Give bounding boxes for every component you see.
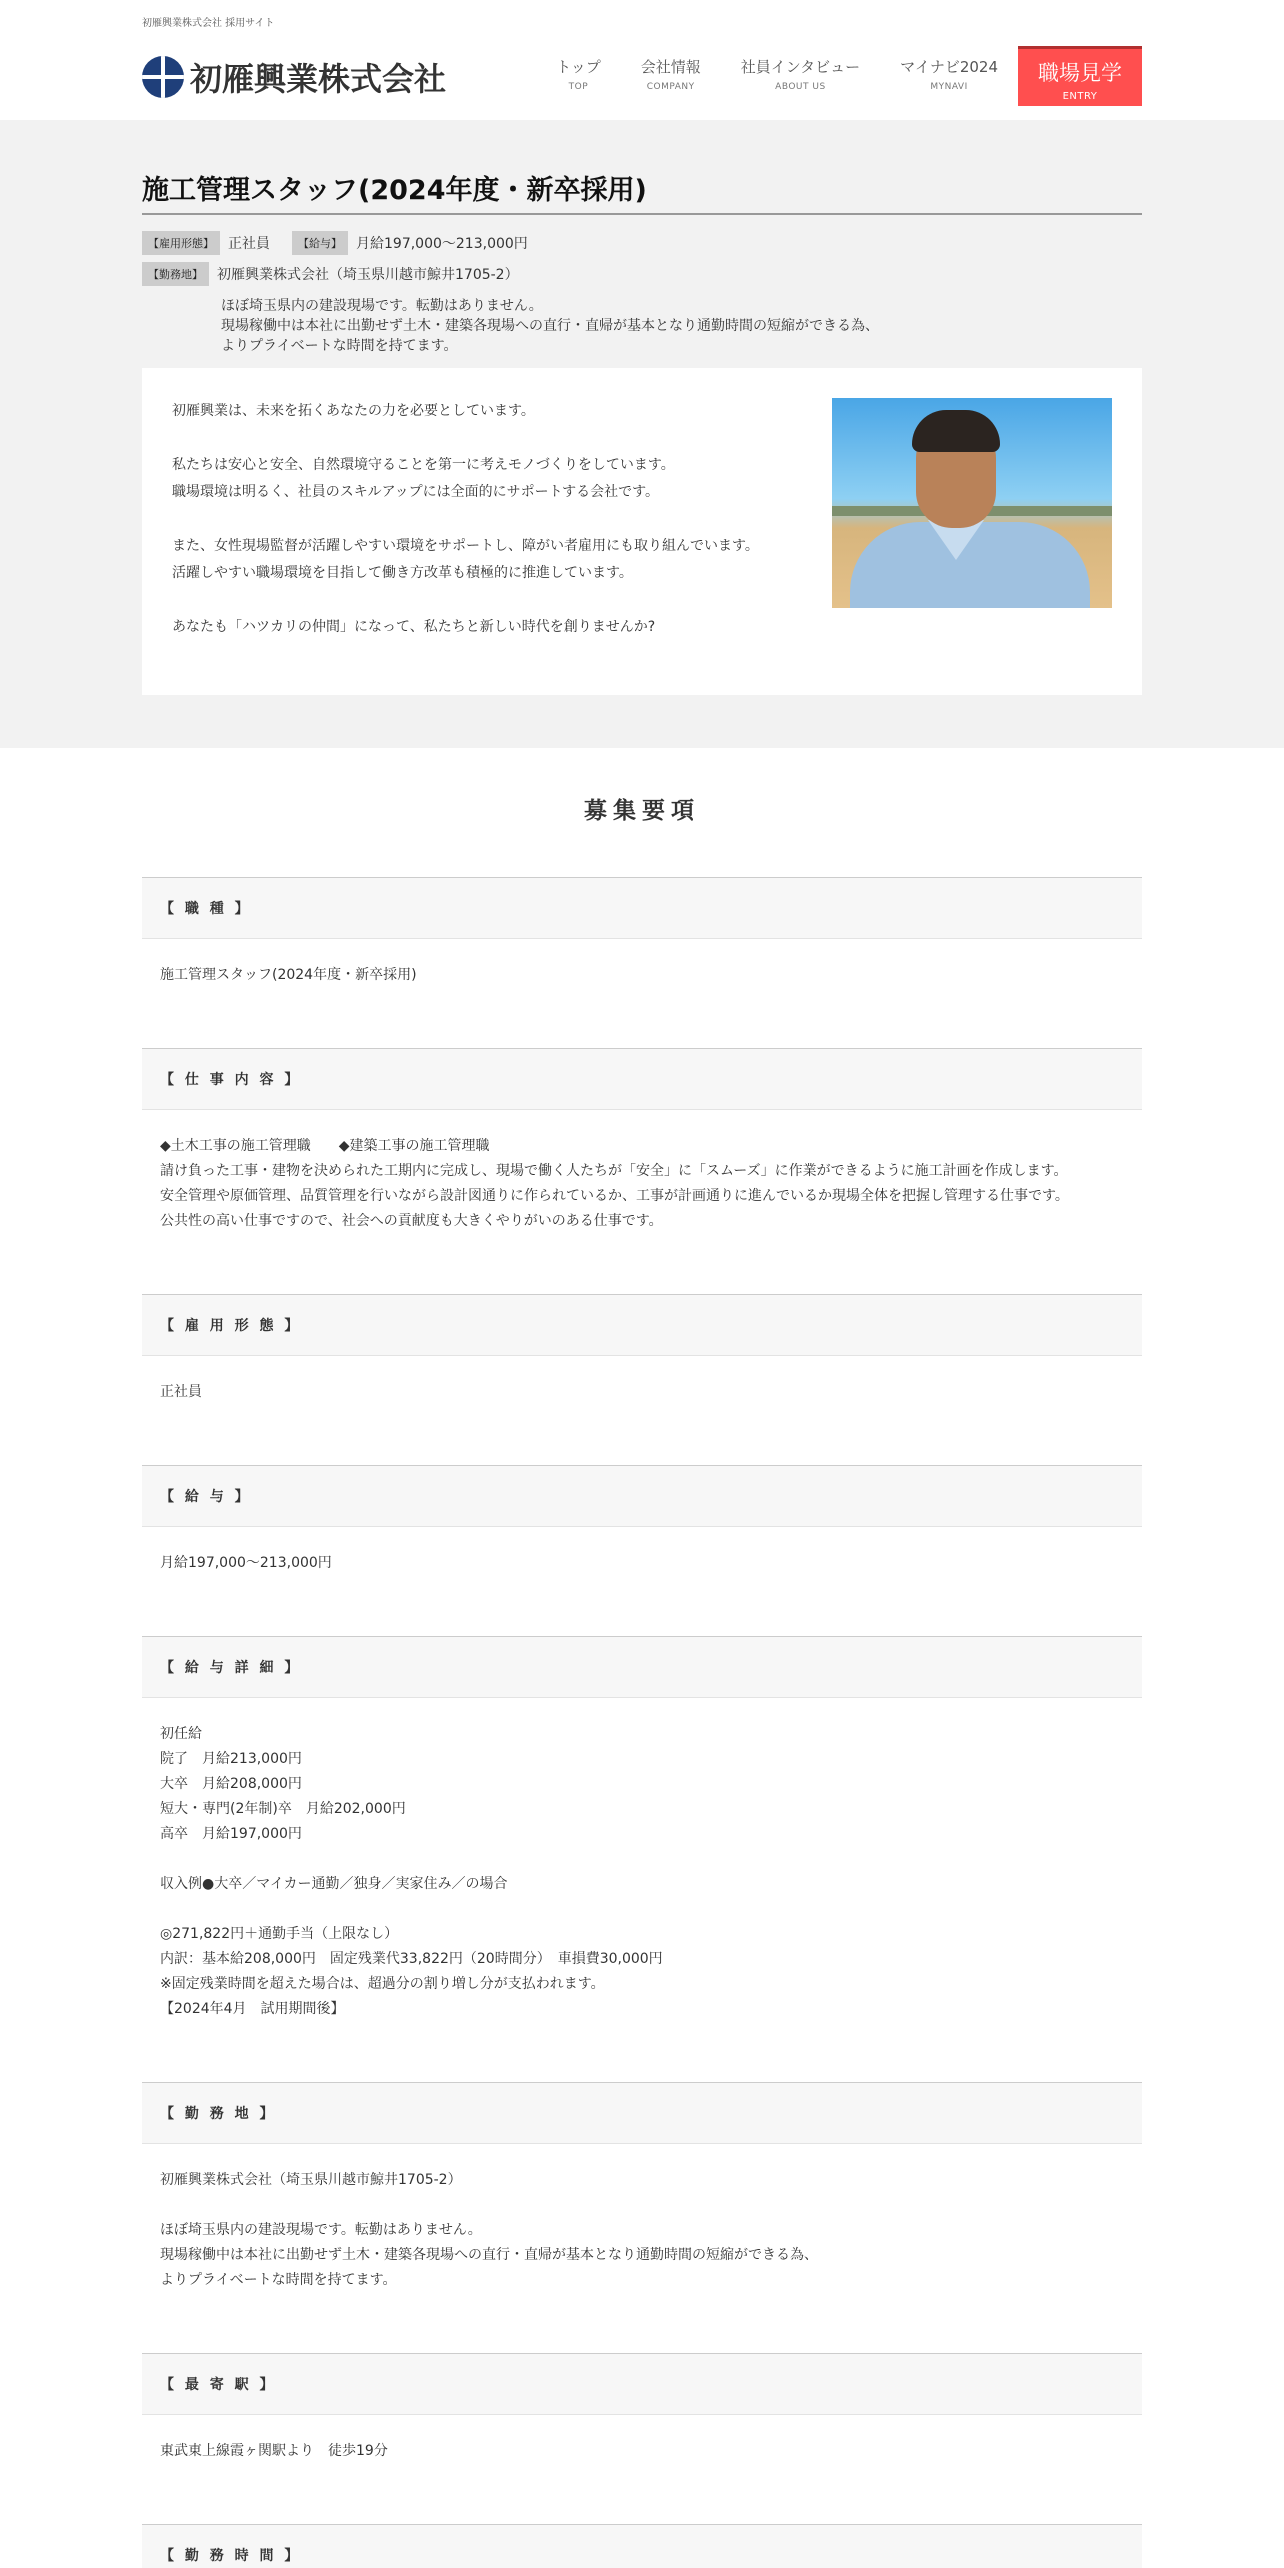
section-line: 【2024年4月 試用期間後】 [160, 2001, 345, 2017]
nav-sub-label: COMPANY [646, 82, 695, 92]
section-line: 内訳：基本給208,000円 固定残業代33,822円（20時間分） 車損費30,000円 [160, 1951, 663, 1967]
section-body [142, 2415, 1142, 2464]
section-line: 施工管理スタッフ(2024年度・新卒採用) [160, 967, 417, 983]
location-note-line: よりプライベートな時間を持てます。 [221, 338, 458, 354]
section-line: ほぼ埼玉県内の建設現場です。転勤はありません。 [160, 2222, 482, 2238]
section-line: 短大・専門(2年制)卒 月給202,000円 [160, 1801, 406, 1817]
logo-text: 初雁興業株式会社 [190, 60, 447, 98]
salary-value: 月給197,000～213,000円 [356, 236, 528, 252]
location-note [221, 296, 1142, 356]
intro-line: 初雁興業は、未来を拓くあなたの力を必要としています。 [172, 403, 535, 419]
staff-photo [832, 398, 1112, 608]
intro-line: 職場環境は明るく、社員のスキルアップには全面的にサポートする会社です。 [172, 484, 660, 500]
salary-tag: 【給与】 [292, 231, 348, 255]
entry-button[interactable] [1018, 46, 1142, 106]
section-label: 【 給 与 詳 細 】 [142, 1636, 1142, 1698]
section-line: 初任給 [160, 1726, 202, 1742]
section-line: ◎271,822円＋通勤手当（上限なし） [160, 1926, 399, 1942]
job-intro-section [0, 120, 1284, 748]
section-body [142, 1356, 1142, 1405]
req-job-type [142, 877, 1142, 988]
section-line: よりプライベートな時間を持てます。 [160, 2272, 397, 2288]
section-body [142, 1698, 1142, 2022]
intro-message [172, 398, 832, 641]
section-line: 高卒 月給197,000円 [160, 1826, 302, 1842]
section-body [142, 2144, 1142, 2293]
logo-mark-icon [142, 56, 184, 98]
employment-value: 正社員 [228, 236, 270, 252]
req-job-description [142, 1048, 1142, 1234]
section-label: 【 職 種 】 [142, 877, 1142, 939]
section-line: 初雁興業株式会社（埼玉県川越市鯨井1705-2） [160, 2172, 462, 2188]
location-value: 初雁興業株式会社（埼玉県川越市鯨井1705-2） [217, 267, 519, 283]
job-location-row [142, 262, 1142, 286]
section-line: 院了 月給213,000円 [160, 1751, 302, 1767]
intro-line: 活躍しやすい職場環境を目指して働き方改革も積極的に推進しています。 [172, 565, 633, 581]
section-label: 【 最 寄 駅 】 [142, 2353, 1142, 2415]
intro-line: 私たちは安心と安全、自然環境守ることを第一に考えモノづくりをしています。 [172, 457, 675, 473]
section-line [160, 1897, 1124, 1922]
intro-paragraph [172, 533, 832, 587]
requirements-heading: 募集要項 [584, 798, 700, 824]
req-salary [142, 1465, 1142, 1576]
section-label: 【 勤 務 地 】 [142, 2082, 1142, 2144]
intro-paragraph [172, 452, 832, 506]
intro-line: あなたも「ハツカリの仲間」になって、私たちと新しい時代を創りませんか? [172, 619, 656, 635]
logo[interactable] [142, 54, 446, 100]
location-tag: 【勤務地】 [142, 262, 209, 286]
employment-tag: 【雇用形態】 [142, 231, 220, 255]
section-line: 請け負った工事・建物を決められた工期内に完成し、現場で働く人たちが「安全」に「スムーズ」に作業ができるように施工計画を作成します。 [160, 1163, 1068, 1179]
section-label: 【 雇 用 形 態 】 [142, 1294, 1142, 1356]
nav-top[interactable] [556, 46, 601, 92]
location-note-line: ほぼ埼玉県内の建設現場です。転勤はありません。 [221, 298, 543, 314]
job-meta-row [142, 231, 1142, 255]
nav-about-us[interactable] [741, 46, 860, 92]
nav-sub-label: TOP [568, 82, 589, 92]
section-line: 正社員 [160, 1384, 202, 1400]
req-employment-type [142, 1294, 1142, 1405]
section-line: 大卒 月給208,000円 [160, 1776, 302, 1792]
section-body [142, 1527, 1142, 1576]
nav-label: 会社情報 [640, 58, 701, 76]
section-line: 現場稼働中は本社に出勤せず土木・建築各現場への直行・直帰が基本となり通勤時間の短縮ができる為、 [160, 2247, 818, 2263]
section-label: 【 勤 務 時 間 】 [142, 2524, 1142, 2568]
photo-hair [912, 410, 1000, 452]
page-title: 施工管理スタッフ(2024年度・新卒採用) [142, 168, 1142, 215]
section-body [142, 1110, 1142, 1234]
req-working-hours [142, 2524, 1142, 2568]
section-line [160, 2193, 1124, 2218]
nav-label: マイナビ2024 [900, 58, 998, 76]
site-header [0, 0, 1284, 120]
section-line: ※固定残業時間を超えた場合は、超過分の割り増し分が支払われます。 [160, 1976, 605, 1992]
req-salary-detail [142, 1636, 1142, 2022]
nav-label: 社員インタビュー [740, 58, 861, 76]
nav-company[interactable] [641, 46, 701, 92]
section-line: 東武東上線霞ヶ関駅より 徒歩19分 [160, 2443, 388, 2459]
nav-label: トップ [556, 58, 601, 76]
req-nearest-station [142, 2353, 1142, 2464]
nav-sub-label: MYNAVI [930, 82, 968, 92]
section-label: 【 仕 事 内 容 】 [142, 1048, 1142, 1110]
entry-label: 職場見学 [1038, 61, 1122, 85]
section-line: ◆土木工事の施工管理職 ◆建築工事の施工管理職 [160, 1138, 490, 1154]
intro-card [142, 368, 1142, 695]
section-label: 【 給 与 】 [142, 1465, 1142, 1527]
section-body [142, 939, 1142, 988]
section-line: 安全管理や原価管理、品質管理を行いながら設計図通りに作られているか、工事が計画通りに進んでいるか現場全体を把握し管理する仕事です。 [160, 1188, 1069, 1204]
requirements-section [0, 748, 1284, 2568]
nav-mynavi[interactable] [900, 46, 998, 92]
site-label: 初雁興業株式会社 採用サイト [142, 18, 275, 29]
nav-sub-label: ABOUT US [775, 82, 826, 92]
location-note-line: 現場稼働中は本社に出勤せず土木・建築各現場への直行・直帰が基本となり通勤時間の短縮ができる為、 [221, 318, 879, 334]
section-line: 月給197,000～213,000円 [160, 1555, 332, 1571]
section-line [160, 1847, 1124, 1872]
section-line: 公共性の高い仕事ですので、社会への貢献度も大きくやりがいのある仕事です。 [160, 1213, 663, 1229]
global-nav [516, 46, 1142, 106]
intro-paragraph [172, 398, 832, 425]
entry-sub-label: ENTRY [1062, 91, 1098, 102]
intro-paragraph [172, 614, 832, 641]
intro-line: また、女性現場監督が活躍しやすい環境をサポートし、障がい者雇用にも取り組んでいます。 [172, 538, 759, 554]
section-line: 収入例●大卒／マイカー通勤／独身／実家住み／の場合 [160, 1876, 508, 1892]
req-work-location [142, 2082, 1142, 2293]
